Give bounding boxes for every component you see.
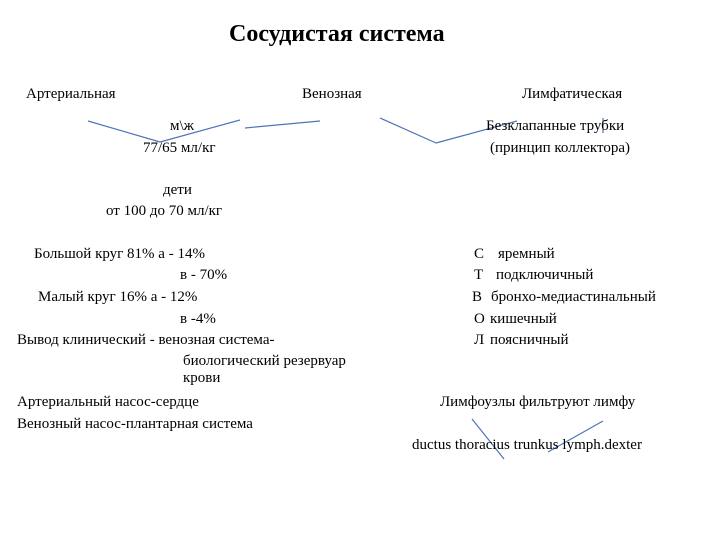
- venous-mw-label: м\ж: [170, 118, 195, 134]
- lymph-trunk-name: поясничный: [490, 332, 569, 348]
- page-title: Сосудистая система: [229, 21, 445, 47]
- lymph-trunk-name: яремный: [498, 246, 555, 262]
- lymph-nodes: Лимфоузлы фильтруют лимфу: [440, 394, 636, 410]
- lymph-trunk-name: подключичный: [496, 267, 594, 283]
- lymph-trunk-letter: Л: [474, 332, 485, 348]
- venous-mw-value: 77/65 мл/кг: [143, 140, 216, 156]
- big-circle-veins: в - 70%: [180, 267, 228, 283]
- lymph-trunk-name: кишечный: [490, 311, 557, 327]
- lymph-principle: (принцип коллектора): [490, 140, 630, 156]
- conclusion-line-3: крови: [183, 370, 221, 386]
- small-circle-line: Малый круг 16% а - 12%: [38, 289, 198, 305]
- conclusion-line-1: Вывод клинический - венозная система-: [17, 332, 275, 348]
- lymph-trunk-letter: Т: [474, 267, 484, 283]
- lymph-ducts: ductus thoracius trunkus lymph.dexter: [412, 437, 642, 453]
- header-arterial: Артериальная: [26, 86, 116, 102]
- lymph-trunk-letter: О: [474, 311, 485, 327]
- header-venous: Венозная: [302, 86, 362, 102]
- connector-line-left-3: [245, 121, 320, 128]
- small-circle-veins: в -4%: [180, 311, 216, 327]
- venous-children-label: дети: [163, 182, 192, 198]
- lymph-tubes: Безклапанные трубки: [486, 118, 625, 134]
- arterial-pump: Артериальный насос-сердце: [17, 394, 199, 410]
- lymph-trunk-name: бронхо-медиастинальный: [491, 289, 656, 305]
- header-lymphatic: Лимфатическая: [522, 86, 623, 102]
- conclusion-line-2: биологический резервуар: [183, 353, 346, 369]
- lymph-trunk-letter: С: [474, 246, 485, 262]
- venous-pump: Венозный насос-плантарная система: [17, 416, 253, 432]
- connector-line-left-1: [88, 121, 160, 142]
- venous-children-value: от 100 до 70 мл/кг: [106, 203, 223, 219]
- connector-line-center-1: [380, 118, 436, 143]
- big-circle-line: Большой круг 81% а - 14%: [34, 246, 205, 262]
- lymph-trunk-letter: В: [472, 289, 483, 305]
